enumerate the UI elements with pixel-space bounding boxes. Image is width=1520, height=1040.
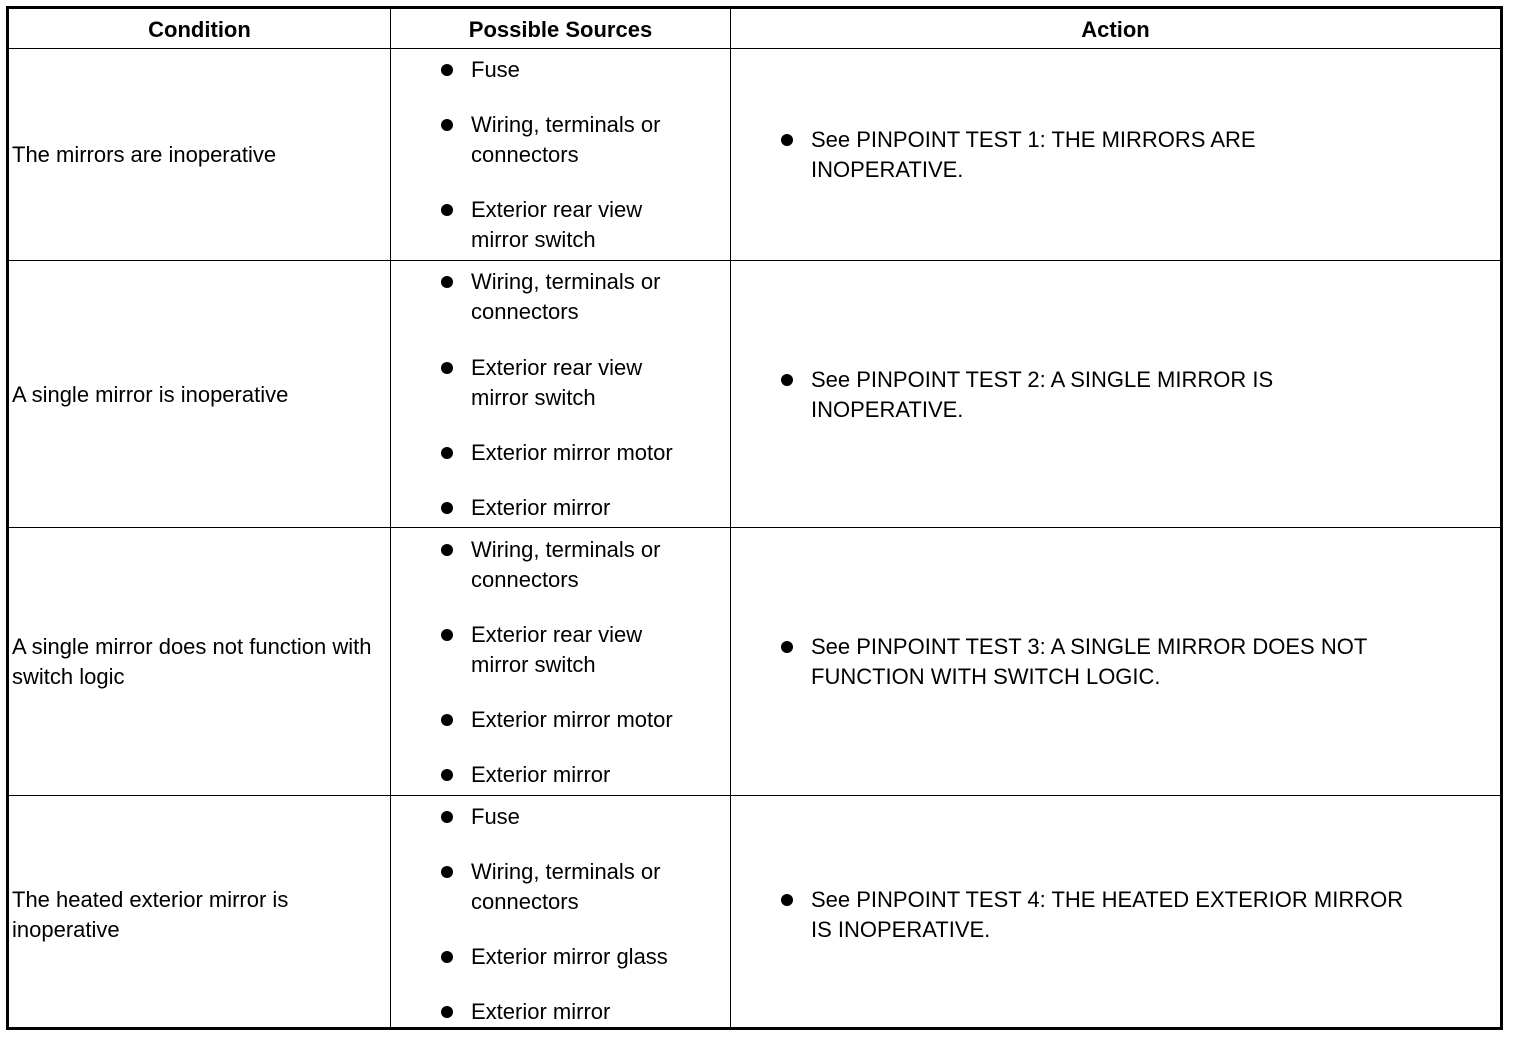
header-possible-sources: Possible Sources — [468, 16, 653, 42]
source-item: Wiring, terminals or connectors — [471, 112, 661, 167]
condition-cell: A single mirror is inoperative — [12, 382, 289, 407]
bullet-icon — [441, 811, 453, 823]
bullet-icon — [441, 544, 453, 556]
action-text: See PINPOINT TEST 3: A SINGLE MIRROR DOES NOT FUNCTION WITH SWITCH LOGIC. — [811, 634, 1367, 689]
source-item: Wiring, terminals or connectors — [471, 269, 661, 324]
source-item: Exterior mirror motor — [471, 440, 673, 465]
bullet-icon — [441, 769, 453, 781]
source-item: Exterior mirror — [471, 999, 611, 1024]
action-text: See PINPOINT TEST 2: A SINGLE MIRROR IS INOPERATIVE. — [811, 367, 1274, 422]
source-item: Exterior rear view mirror switch — [471, 355, 643, 410]
bullet-icon — [781, 134, 793, 146]
row-divider — [9, 260, 1500, 261]
bullet-icon — [441, 629, 453, 641]
header-condition: Condition — [148, 16, 251, 42]
condition-cell: The mirrors are inoperative — [12, 142, 277, 167]
bullet-icon — [441, 447, 453, 459]
source-item: Exterior rear view mirror switch — [471, 622, 643, 677]
source-item: Exterior mirror glass — [471, 944, 668, 969]
bullet-icon — [781, 374, 793, 386]
header-action: Action — [1081, 16, 1150, 42]
bullet-icon — [781, 894, 793, 906]
bullet-icon — [441, 362, 453, 374]
bullet-icon — [441, 276, 453, 288]
bullet-icon — [781, 641, 793, 653]
column-divider — [390, 9, 391, 1027]
condition-cell: The heated exterior mirror is inoperative — [12, 887, 289, 942]
bullet-icon — [441, 951, 453, 963]
bullet-icon — [441, 502, 453, 514]
bullet-icon — [441, 714, 453, 726]
source-item: Wiring, terminals or connectors — [471, 537, 661, 592]
row-divider — [9, 795, 1500, 796]
source-item: Fuse — [471, 804, 520, 829]
source-item: Exterior rear view mirror switch — [471, 197, 643, 252]
source-item: Exterior mirror motor — [471, 707, 673, 732]
source-item: Exterior mirror — [471, 762, 611, 787]
action-text: See PINPOINT TEST 1: THE MIRRORS ARE INOPERATIVE. — [811, 127, 1256, 182]
bullet-icon — [441, 204, 453, 216]
source-item: Fuse — [471, 57, 520, 82]
action-text: See PINPOINT TEST 4: THE HEATED EXTERIOR MIRROR IS INOPERATIVE. — [811, 887, 1404, 942]
source-item: Wiring, terminals or connectors — [471, 859, 661, 914]
bullet-icon — [441, 64, 453, 76]
row-divider — [9, 527, 1500, 528]
condition-cell: A single mirror does not function with switch logic — [12, 634, 372, 689]
bullet-icon — [441, 866, 453, 878]
bullet-icon — [441, 119, 453, 131]
bullet-icon — [441, 1006, 453, 1018]
source-item: Exterior mirror — [471, 495, 611, 520]
